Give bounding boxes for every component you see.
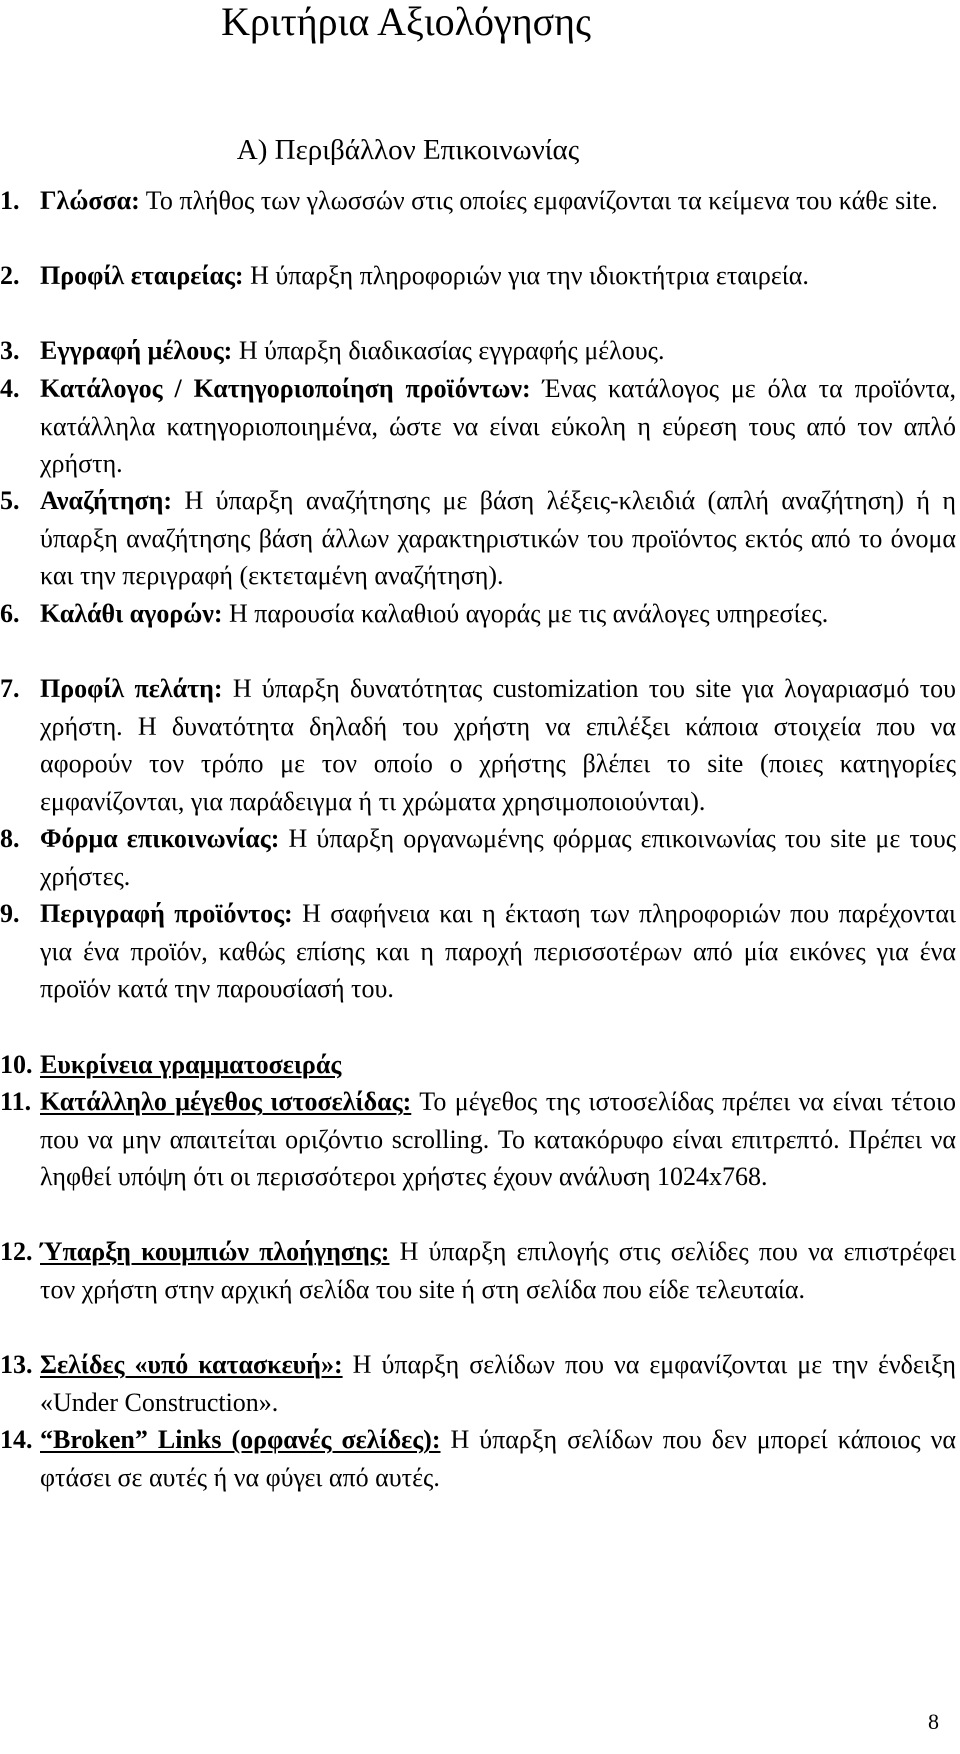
criterion-customer-profile: [0, 670, 956, 820]
criterion-product-description: [0, 895, 956, 1008]
criterion-text: Ένας κατάλογος με όλα τα προϊόντα, κατάλληλα κατηγοριοποιημένα, ώστε να είναι εύκολη η εύρεση τους από τον απλό χρήστη.: [40, 374, 956, 479]
criterion-text: Το πλήθος των γλωσσών στις οποίες εμφανίζονται τα κείμενα του κάθε site.: [139, 186, 938, 215]
criterion-term: Κατάλογος / Κατηγοριοποίηση προϊόντων:: [40, 374, 531, 403]
criterion-text: Η ύπαρξη αναζήτησης με βάση λέξεις-κλειδιά (απλή αναζήτηση) ή η ύπαρξη αναζήτησης βάση άλλων χαρακτηριστικών του προϊόντος εκτός από το όνομα και την περιγραφή (εκτεταμένη αναζήτηση).: [40, 486, 956, 591]
criterion-number: 10.: [0, 1050, 33, 1079]
criterion-number: 11.: [0, 1087, 32, 1116]
criterion-term: Αναζήτηση:: [40, 486, 173, 515]
criterion-contact-form: [0, 820, 956, 895]
criterion-text: Η σαφήνεια και η έκταση των πληροφοριών που παρέχονται για ένα προϊόν, καθώς επίσης και η παροχή περισσοτέρων από μία εικόνες για ένα προϊόν κατά την παρουσίασή του.: [40, 899, 956, 1004]
criterion-term: Φόρμα επικοινωνίας:: [40, 824, 280, 853]
criterion-search: [0, 482, 956, 595]
criterion-term: Προφίλ εταιρείας:: [40, 261, 244, 290]
section-title: Α) Περιβάλλον Επικοινωνίας: [236, 134, 580, 166]
criterion-language: [0, 182, 956, 220]
criterion-number: 1.: [0, 186, 20, 215]
criterion-term: Κατάλληλο μέγεθος ιστοσελίδας:: [40, 1087, 412, 1116]
page-title: Κριτήρια Αξιολόγησης: [221, 0, 591, 44]
criterion-term: Εγγραφή μέλους:: [40, 336, 233, 365]
criterion-company-profile: [0, 257, 956, 295]
criterion-number: 5.: [0, 486, 20, 515]
criterion-number: 9.: [0, 899, 20, 928]
criterion-text: Η ύπαρξη οργανωμένης φόρμας επικοινωνίας του site με τους χρήστες.: [40, 824, 956, 891]
criterion-term: Καλάθι αγορών:: [40, 599, 223, 628]
criterion-text: Η παρουσία καλαθιού αγοράς με τις ανάλογες υπηρεσίες.: [222, 599, 829, 628]
criterion-broken-links: [0, 1421, 956, 1496]
criterion-term: Γλώσσα:: [40, 186, 140, 215]
page-number: 8: [928, 1709, 939, 1734]
criterion-shopping-cart: [0, 595, 956, 633]
criterion-number: 13.: [0, 1350, 33, 1379]
criterion-term: Περιγραφή προϊόντος:: [40, 899, 293, 928]
criterion-number: 2.: [0, 261, 20, 290]
criterion-term: Προφίλ πελάτη:: [40, 674, 223, 703]
criterion-number: 6.: [0, 599, 20, 628]
criterion-number: 12.: [0, 1237, 33, 1266]
criterion-number: 14.: [0, 1425, 33, 1454]
criterion-text: Η ύπαρξη διαδικασίας εγγραφής μέλους.: [232, 336, 665, 365]
criterion-number: 8.: [0, 824, 20, 853]
criterion-product-catalog: [0, 370, 956, 483]
criterion-under-construction: [0, 1346, 957, 1421]
criterion-number: 7.: [0, 674, 20, 703]
criterion-term: Ύπαρξη κουμπιών πλοήγησης:: [40, 1237, 390, 1266]
criterion-term: “Broken” Links (ορφανές σελίδες):: [40, 1425, 441, 1454]
criterion-text: Η ύπαρξη επιλογής στις σελίδες που να επιστρέφει τον χρήστη στην αρχική σελίδα του site ή στη σελίδα που είδε τελευταία.: [40, 1237, 956, 1304]
criterion-text: Η ύπαρξη σελίδων που να εμφανίζονται με την ένδειξη «Under Construction».: [40, 1350, 957, 1417]
criterion-member-registration: [0, 332, 956, 370]
criterion-text: Η ύπαρξη πληροφοριών για την ιδιοκτήτρια εταιρεία.: [243, 261, 809, 290]
criterion-term: Σελίδες «υπό κατασκευή»:: [40, 1350, 343, 1379]
criterion-text: Το μέγεθος της ιστοσελίδας πρέπει να είναι τέτοιο που να μην απαιτείται οριζόντιο scrolling. Το κατακόρυφο είναι επιτρεπτό. Πρέπει να ληφθεί υπόψη ότι οι περισσότεροι χρήστες έχουν ανάλυση 1024x768.: [40, 1087, 956, 1192]
criterion-text: Η ύπαρξη σελίδων που δεν μπορεί κάποιος να φτάσει σε αυτές ή να φύγει από αυτές.: [40, 1425, 956, 1492]
criterion-page-size: [0, 1083, 956, 1196]
criterion-font-clarity: [0, 1046, 956, 1084]
criterion-number: 3.: [0, 336, 20, 365]
criterion-number: 4.: [0, 374, 20, 403]
criterion-text: Η ύπαρξη δυνατότητας customization του site για λογαριασμό του χρήστη. Η δυνατότητα δηλαδή του χρήστη να επιλέξει κάποια στοιχεία που να αφορούν τον τρόπο με τον οποίο ο χρήστης βλέπει το site (ποιες κατηγορίες εμφανίζονται, για παράδειγμα ή τι χρώματα χρησιμοποιούνται).: [40, 674, 956, 816]
criterion-term: Ευκρίνεια γραμματοσειράς: [40, 1050, 342, 1079]
criterion-navigation-buttons: [0, 1233, 956, 1308]
